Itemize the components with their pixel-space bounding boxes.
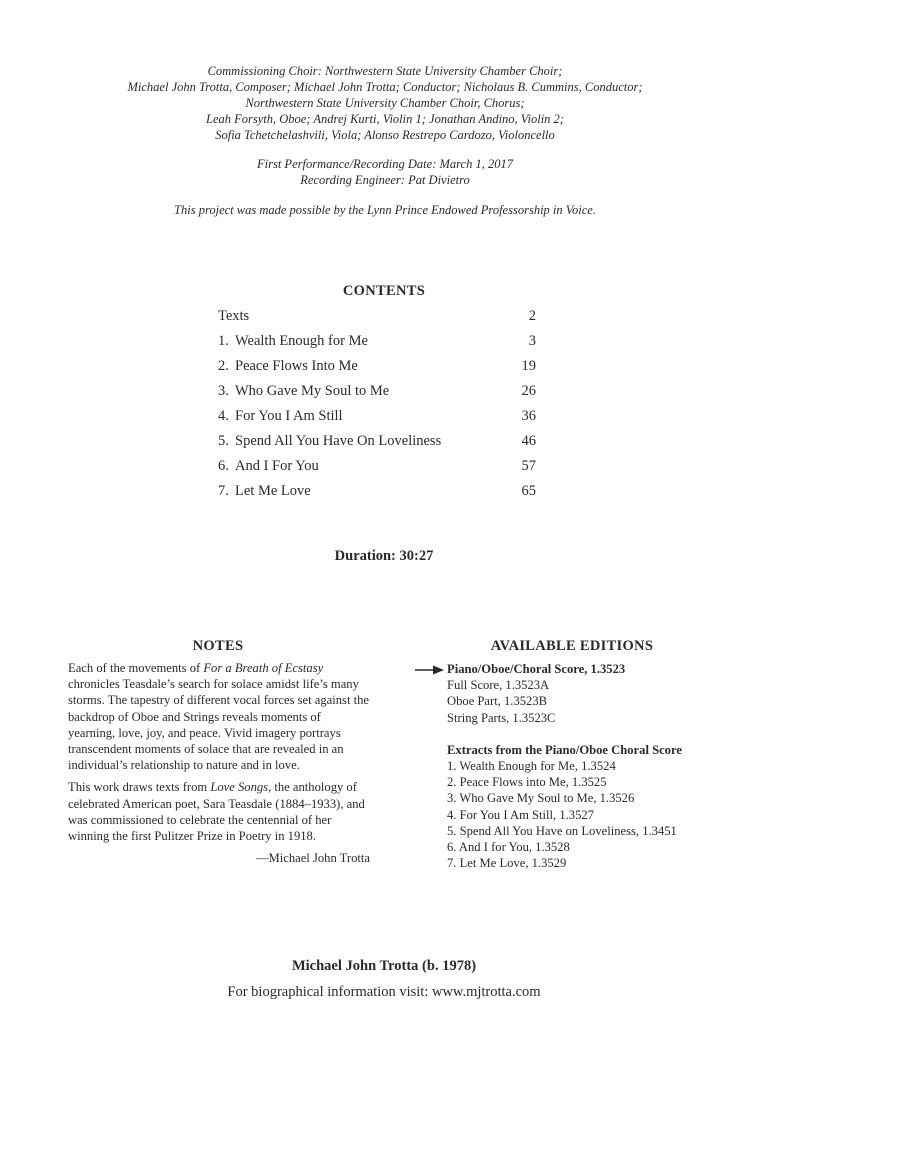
toc-page: 65: [521, 483, 536, 499]
toc-page: 26: [521, 383, 536, 399]
toc-page: 36: [521, 408, 536, 424]
recording-engineer: Recording Engineer: Pat Divietro: [300, 173, 470, 187]
toc-number: 6.: [218, 458, 229, 474]
toc-number: 5.: [218, 433, 229, 449]
toc-page: 46: [521, 433, 536, 449]
toc-row: [218, 331, 536, 356]
toc-title: Let Me Love: [235, 483, 311, 499]
notes-paragraph-1: Each of the movements of For a Breath of Ecstasy chronicles Teasdale’s search for solace amidst life’s many storms. The tapestry of different vocal forces set against the backdrop of Oboe and Strings reveals moments of yearning, love, joy, and peace. Vivid imagery portrays transcendent moments of solace that are revealed in an individual’s relationship to nature and in love.: [68, 661, 369, 773]
arrow-right-icon: [415, 664, 445, 676]
edition-item: String Parts, 1.3523C: [447, 710, 556, 725]
composer-name: Michael John Trotta (b. 1978): [291, 958, 477, 974]
extracts-title: Extracts from the Piano/Oboe Choral Score: [447, 742, 682, 757]
bio-link-text: For biographical information visit: www.mjtrotta.com: [227, 984, 541, 1000]
toc-row: [218, 381, 536, 406]
toc-title: And I For You: [235, 458, 319, 474]
toc-number: 2.: [218, 358, 229, 374]
toc-number: 3.: [218, 383, 229, 399]
toc-title: For You I Am Still: [235, 408, 343, 424]
duration: Duration: 30:27: [334, 548, 434, 564]
toc-title: Who Gave My Soul to Me: [235, 383, 390, 399]
credit-line: Commissioning Choir: Northwestern State University Chamber Choir;: [207, 64, 563, 78]
credit-line: Michael John Trotta, Composer; Michael John Trotta; Conductor; Nicholaus B. Cummins, Conductor;: [127, 80, 643, 94]
toc-title: Texts: [218, 308, 250, 324]
extract-item: 3. Who Gave My Soul to Me, 1.3526: [447, 791, 635, 806]
credits-block: [90, 63, 680, 218]
edition-item: Full Score, 1.3523A: [447, 678, 550, 693]
performance-date: First Performance/Recording Date: March 1, 2017: [257, 157, 513, 171]
toc-number: 1.: [218, 333, 229, 349]
funding-note: This project was made possible by the Lynn Prince Endowed Professorship in Voice.: [174, 203, 596, 217]
source-title: Love Songs,: [210, 780, 272, 795]
notes-body: [68, 660, 370, 866]
toc-row: [218, 481, 536, 506]
toc-page: 57: [521, 458, 536, 474]
work-title: For a Breath of Ecstasy: [203, 661, 324, 675]
credit-line: Sofia Tchetchelashvili, Viola; Alonso Restrepo Cardozo, Violoncello: [215, 128, 555, 142]
toc-title: Peace Flows Into Me: [235, 358, 358, 374]
toc-row: [218, 356, 536, 381]
extract-item: 7. Let Me Love, 1.3529: [447, 856, 567, 871]
edition-item: Oboe Part, 1.3523B: [447, 694, 548, 709]
toc-row: [218, 306, 536, 331]
toc-title: Spend All You Have On Loveliness: [235, 433, 442, 449]
toc-row: [218, 406, 536, 431]
primary-edition: Piano/Oboe/Choral Score, 1.3523: [447, 662, 626, 676]
extract-item: 4. For You I Am Still, 1.3527: [447, 807, 594, 822]
contents-title: CONTENTS: [342, 283, 426, 299]
toc-page: 3: [528, 333, 536, 349]
editions-title: AVAILABLE EDITIONS: [490, 638, 654, 654]
extract-item: 1. Wealth Enough for Me, 1.3524: [447, 759, 616, 774]
toc-title: Wealth Enough for Me: [235, 333, 368, 349]
table-of-contents: [218, 306, 536, 506]
notes-signature: —Michael John Trotta: [255, 851, 370, 866]
toc-number: 7.: [218, 483, 229, 499]
toc-row: [218, 431, 536, 456]
toc-number: 4.: [218, 408, 229, 424]
editions-list: [447, 661, 737, 871]
toc-page: 19: [521, 358, 536, 374]
notes-title: NOTES: [192, 638, 244, 654]
extract-item: 5. Spend All You Have on Loveliness, 1.3451: [447, 823, 677, 838]
credit-line: Northwestern State University Chamber Choir, Chorus;: [245, 96, 525, 110]
extract-item: 2. Peace Flows into Me, 1.3525: [447, 775, 607, 790]
toc-row: [218, 456, 536, 481]
toc-page: 2: [528, 308, 536, 324]
credit-line: Leah Forsyth, Oboe; Andrej Kurti, Violin 1; Jonathan Andino, Violin 2;: [206, 112, 564, 126]
extract-item: 6. And I for You, 1.3528: [447, 840, 570, 855]
notes-paragraph-2: This work draws texts from Love Songs, the anthology of celebrated American poet, Sara Teasdale (1884–1933), and was commissioned to celebrate the centennial of her winning the first Pulitzer Prize in Poetry in 1918.: [68, 780, 365, 844]
